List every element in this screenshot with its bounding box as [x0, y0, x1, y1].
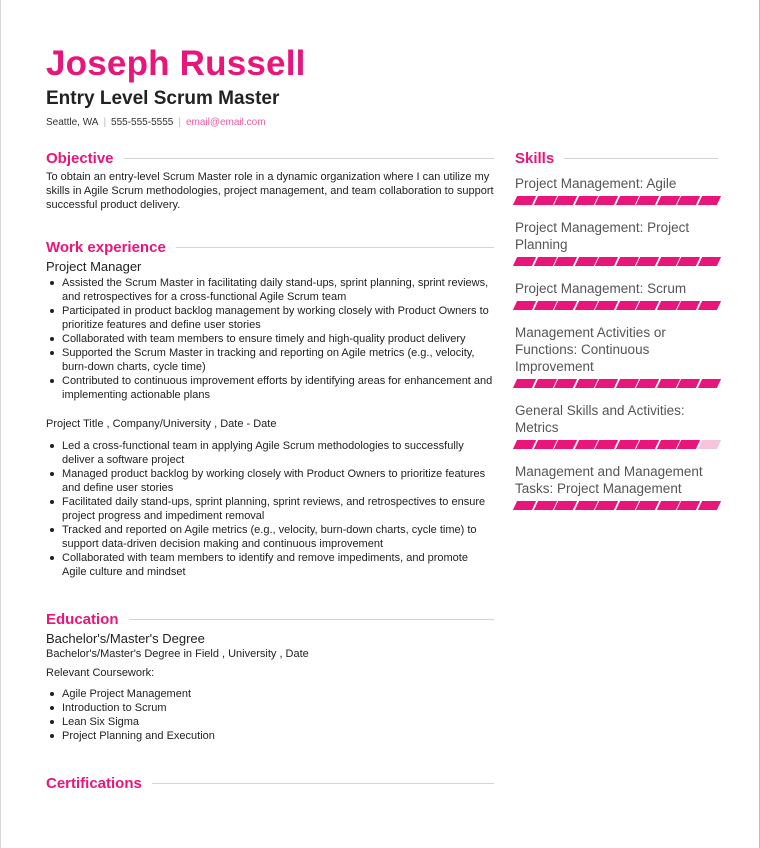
skill-level-segment-filled	[677, 196, 700, 205]
job-entry	[46, 259, 494, 402]
list-item: Facilitated daily stand-ups, sprint planning, sprint reviews, and retrospectives to ensure project progress and impediment removal	[62, 495, 494, 523]
education-heading	[46, 609, 494, 629]
skills-heading	[515, 148, 718, 168]
list-item: Lean Six Sigma	[62, 715, 494, 729]
certifications-heading	[46, 773, 494, 793]
degree-title: Bachelor's/Master's Degree	[46, 631, 205, 646]
skill-item	[515, 463, 718, 510]
skill-level-segment-filled	[595, 257, 618, 266]
skill-item	[515, 402, 718, 449]
section-rule	[124, 158, 494, 159]
skill-level-segment-filled	[677, 301, 700, 310]
section-rule	[129, 619, 494, 620]
skill-name: General Skills and Activities: Metrics	[515, 403, 685, 435]
skill-level-segment-filled	[697, 301, 720, 310]
skill-level-segment-empty	[697, 440, 720, 449]
skill-item	[515, 175, 718, 205]
skill-level-segment-filled	[513, 301, 536, 310]
certifications-section	[46, 773, 494, 793]
work-heading	[46, 237, 494, 257]
skill-level-segment-filled	[656, 440, 679, 449]
skill-level-segment-filled	[533, 440, 556, 449]
section-title: Skills	[515, 149, 555, 167]
section-title: Certifications	[46, 774, 142, 792]
course-list	[46, 687, 494, 743]
skill-level-segment-filled	[574, 196, 597, 205]
skill-level-bar	[515, 501, 718, 510]
skill-level-segment-filled	[533, 501, 556, 510]
section-title: Education	[46, 610, 119, 628]
main-column	[46, 148, 494, 801]
section-rule	[176, 247, 494, 248]
skill-level-bar	[515, 257, 718, 266]
skill-level-segment-filled	[554, 379, 577, 388]
skill-level-segment-filled	[554, 196, 577, 205]
skill-level-segment-filled	[615, 257, 638, 266]
section-title: Objective	[46, 149, 114, 167]
skill-level-segment-filled	[636, 379, 659, 388]
list-item: Led a cross-functional team in applying Agile Scrum methodologies to successfully deliver a software project	[62, 439, 494, 467]
job-bullets	[46, 276, 494, 402]
contact-email[interactable]: email@email.com	[185, 117, 266, 128]
skill-level-segment-filled	[554, 501, 577, 510]
contact-divider: |	[178, 117, 181, 128]
degree-detail: Bachelor's/Master's Degree in Field , University , Date	[46, 648, 309, 660]
sidebar-column	[515, 148, 718, 524]
contact-divider: |	[103, 117, 107, 128]
objective-text: To obtain an entry-level Scrum Master role in a dynamic organization where I can utilize my skills in Agile Scrum methodologies, project management, and team collaboration to support successful product delivery.	[46, 171, 494, 211]
skill-level-segment-filled	[574, 501, 597, 510]
skill-name: Management Activities or Functions: Continuous Improvement	[515, 325, 666, 374]
skill-level-segment-filled	[615, 379, 638, 388]
contact-location: Seattle, WA	[46, 117, 99, 128]
list-item: Assisted the Scrum Master in facilitating daily stand-ups, sprint planning, sprint reviews, and retrospectives for a cross-functional Agile Scrum team	[62, 276, 494, 304]
skill-name: Management and Management Tasks: Project Management	[515, 464, 703, 496]
list-item: Project Planning and Execution	[62, 729, 494, 743]
list-item: Contributed to continuous improvement efforts by identifying areas for enhancement and implementing actionable plans	[62, 375, 493, 401]
skill-level-segment-filled	[677, 501, 700, 510]
skill-level-segment-filled	[533, 196, 556, 205]
list-item: Collaborated with team members to identify and remove impediments, and promote Agile culture and mindset	[62, 551, 494, 579]
skill-level-segment-filled	[554, 440, 577, 449]
skill-level-segment-filled	[513, 379, 536, 388]
skill-level-segment-filled	[533, 301, 556, 310]
skill-item	[515, 280, 718, 310]
skill-item	[515, 324, 718, 388]
skill-level-segment-filled	[595, 301, 618, 310]
skill-level-segment-filled	[656, 379, 679, 388]
skill-level-segment-filled	[636, 501, 659, 510]
work-section	[46, 237, 494, 579]
skill-level-segment-filled	[697, 501, 720, 510]
skill-level-segment-filled	[513, 501, 536, 510]
list-item: Managed product backlog by working closely with Product Owners to prioritize features and define user stories	[62, 467, 494, 495]
skill-name: Project Management: Agile	[515, 176, 677, 191]
skill-level-segment-filled	[697, 379, 720, 388]
skill-level-segment-filled	[595, 196, 618, 205]
skill-level-segment-filled	[656, 501, 679, 510]
skill-level-bar	[515, 379, 718, 388]
skill-level-segment-filled	[513, 440, 536, 449]
skill-level-segment-filled	[574, 440, 597, 449]
skill-level-segment-filled	[533, 379, 556, 388]
skill-level-segment-filled	[697, 196, 720, 205]
skill-name: Project Management: Scrum	[515, 281, 687, 296]
project-bullets	[46, 439, 494, 579]
project-entry	[46, 418, 494, 579]
skill-level-segment-filled	[615, 501, 638, 510]
skill-level-bar	[515, 301, 718, 310]
skill-level-segment-filled	[656, 257, 679, 266]
contact-line	[46, 117, 266, 128]
skill-level-segment-filled	[595, 501, 618, 510]
skill-level-segment-filled	[636, 301, 659, 310]
skill-level-segment-filled	[636, 257, 659, 266]
skill-level-segment-filled	[533, 257, 556, 266]
skill-level-segment-filled	[677, 257, 700, 266]
skill-level-segment-filled	[615, 301, 638, 310]
list-item: Supported the Scrum Master in tracking and reporting on Agile metrics (e.g., velocity, burn-down charts, cycle time)	[62, 346, 494, 374]
section-title: Work experience	[46, 238, 166, 256]
list-item: Collaborated with team members to ensure timely and high-quality product delivery	[62, 332, 494, 346]
section-rule	[564, 158, 718, 159]
skill-level-segment-filled	[636, 440, 659, 449]
skill-level-segment-filled	[574, 301, 597, 310]
skill-level-segment-filled	[697, 257, 720, 266]
skill-level-segment-filled	[595, 379, 618, 388]
list-item: Participated in product backlog management by working closely with Product Owners to prioritize features and define user stories	[62, 304, 494, 332]
skill-level-segment-filled	[677, 440, 700, 449]
skill-level-segment-filled	[513, 196, 536, 205]
coursework-label: Relevant Coursework:	[46, 667, 155, 679]
skill-item	[515, 219, 718, 266]
candidate-title: Entry Level Scrum Master	[46, 88, 280, 109]
job-role: Project Manager	[46, 259, 142, 274]
skill-level-segment-filled	[636, 196, 659, 205]
skill-level-segment-filled	[677, 379, 700, 388]
skills-list	[515, 175, 718, 510]
education-section	[46, 609, 494, 743]
skill-level-segment-filled	[615, 440, 638, 449]
project-title: Project Title , Company/University , Date - Date	[46, 418, 277, 430]
skill-level-segment-filled	[656, 196, 679, 205]
skill-level-bar	[515, 440, 718, 449]
skill-level-segment-filled	[656, 301, 679, 310]
list-item: Tracked and reported on Agile metrics (e.g., velocity, burn-down charts, cycle time) to support data-driven decision making and continuous improvement	[62, 523, 494, 551]
page-left-border	[0, 0, 1, 848]
section-rule	[152, 783, 494, 784]
skill-level-segment-filled	[513, 257, 536, 266]
list-item: Agile Project Management	[62, 687, 494, 701]
skill-level-segment-filled	[595, 440, 618, 449]
skill-level-bar	[515, 196, 718, 205]
contact-phone: 555-555-5555	[111, 117, 174, 128]
candidate-name: Joseph Russell	[46, 44, 306, 83]
objective-heading	[46, 148, 494, 168]
skill-level-segment-filled	[574, 257, 597, 266]
skill-level-segment-filled	[554, 257, 577, 266]
list-item: Introduction to Scrum	[62, 701, 494, 715]
skill-level-segment-filled	[554, 301, 577, 310]
objective-section	[46, 148, 494, 212]
skill-level-segment-filled	[615, 196, 638, 205]
skill-level-segment-filled	[574, 379, 597, 388]
skill-name: Project Management: Project Planning	[515, 220, 690, 252]
